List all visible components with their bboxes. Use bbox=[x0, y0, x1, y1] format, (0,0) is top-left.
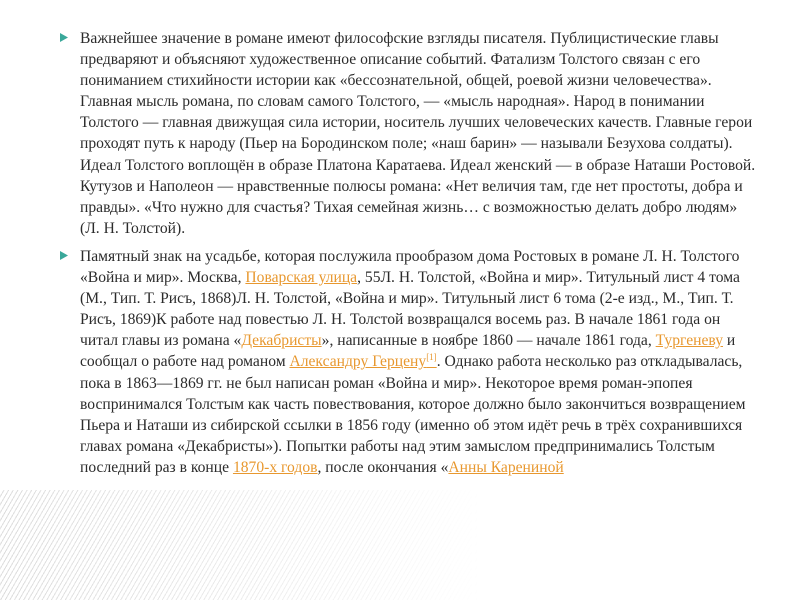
paragraph-item bbox=[60, 28, 760, 239]
inline-link[interactable]: Тургеневу bbox=[655, 332, 724, 350]
inline-link[interactable]: 1870-х годов bbox=[232, 458, 318, 476]
triangle-bullet-icon bbox=[60, 33, 68, 42]
slide-text bbox=[60, 28, 760, 485]
text-segment: и сообщал о работе над романом bbox=[80, 332, 736, 371]
inline-link[interactable]: Александру Герцену bbox=[289, 353, 427, 371]
decorative-stripes bbox=[0, 490, 480, 600]
triangle-bullet-icon bbox=[60, 251, 68, 260]
paragraph-item bbox=[60, 246, 760, 478]
paragraph-text bbox=[80, 28, 760, 239]
text-segment: , 55Л. Н. Толстой, «Война и мир». Титульный лист 4 тома (М., Тип. Т. Рисъ, 1868)Л. Н. Толстой, «Война и мир». Титульный лист 6 тома (2-е изд., М., Тип. Т. Рисъ, 1869)К работе над повестью Л. Н. Толстой возвращался восемь раз. В начале 1861 года он читал главы из романа « bbox=[80, 269, 740, 350]
footnote-marker: [1] bbox=[426, 352, 437, 363]
paragraph-text bbox=[80, 246, 760, 478]
inline-link[interactable]: Анны Карениной bbox=[448, 458, 564, 476]
inline-link[interactable]: Поварская улица bbox=[245, 269, 358, 287]
text-segment: , после окончания « bbox=[317, 458, 449, 476]
inline-link[interactable]: Декабристы bbox=[241, 332, 322, 350]
footnote-link[interactable] bbox=[426, 353, 437, 370]
text-segment: », написанные в ноябре 1860 — начале 1861 года, bbox=[321, 332, 656, 350]
text-segment: Важнейшее значение в романе имеют философские взгляды писателя. Публицистические главы предваряют и объясняют художественное описание событий. Фатализм Толстого связан с его пониманием стихийности истории как «бессознательной, общей, роевой жизни человечества». Главная мысль романа, по словам самого Толстого, — «мысль народная». Народ в понимании Толстого — главная движущая сила истории, носитель лучших человеческих качеств. Главные герои проходят путь к народу (Пьер на Бородинском поле; «наш барин» — называли Безухова солдаты). Идеал Толстого воплощён в образе Платона Каратаева. Идеал женский — в образе Наташи Ростовой. Кутузов и Наполеон — нравственные полюсы романа: «Нет величия там, где нет простоты, добра и правды». «Что нужно для счастья? Тихая семейная жизнь… с возможностью делать добро людям» (Л. Н. Толстой). bbox=[80, 30, 756, 237]
text-segment: Памятный знак на усадьбе, которая послужила прообразом дома Ростовых в романе Л. Н. Толстого «Война и мир». Москва, bbox=[80, 247, 740, 287]
text-segment: . Однако работа несколько раз откладывалась, пока в 1863—1869 гг. не был написан роман «Война и мир». Некоторое время роман-эпопея воспринимался Толстым как часть повествования, которое должно было закончиться возвращением Пьера и Наташи из сибирской ссылки в 1856 году (именно об этом идёт речь в трёх сохранившихся главах романа «Декабристы»). Попытки работы над этим замыслом предпринимались Толстым последний раз в конце bbox=[80, 353, 746, 476]
